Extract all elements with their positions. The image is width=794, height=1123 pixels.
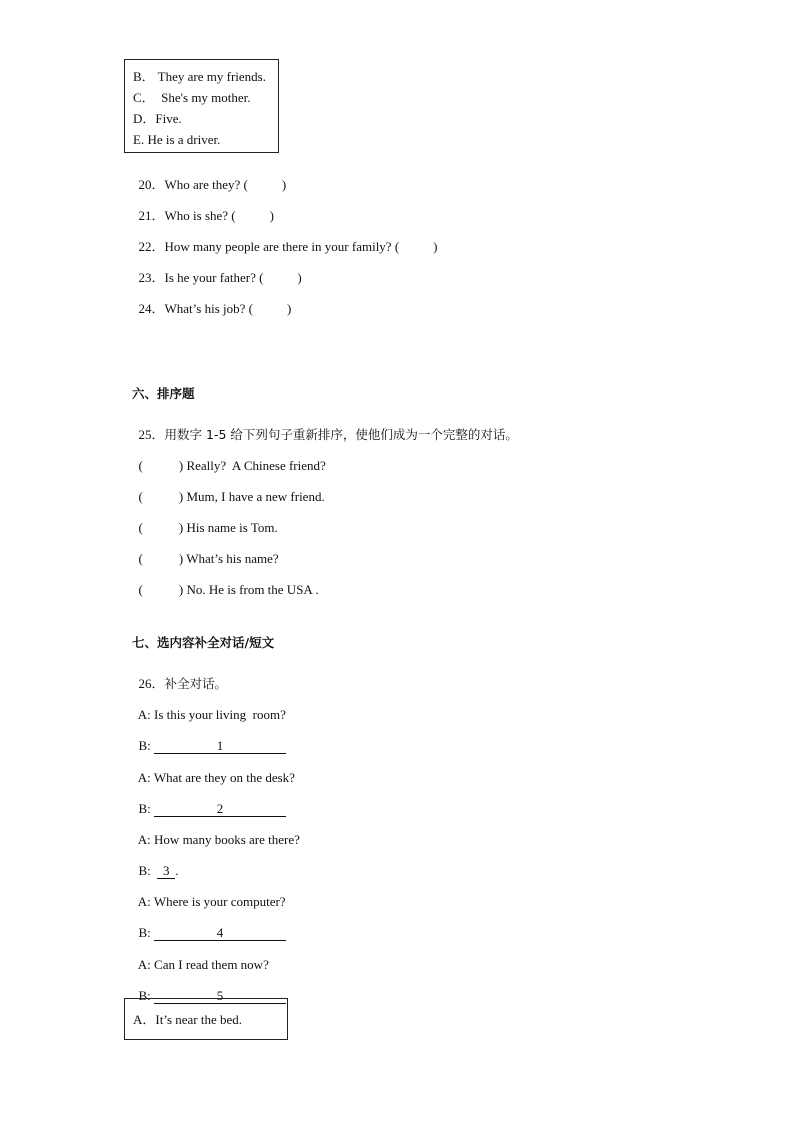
- question-text: What’s his job? (: [164, 301, 253, 316]
- question-text: Who is she? (: [164, 208, 236, 223]
- order-item-text: What’s his name?: [186, 551, 279, 566]
- answer-blank-3[interactable]: 3: [157, 864, 175, 879]
- speaker-label: A:: [137, 770, 151, 785]
- order-item-1: ( ) Really? A Chinese friend?: [138, 458, 326, 473]
- option-d: D．Five.: [133, 111, 182, 126]
- speaker-label: B:: [138, 863, 151, 878]
- section-6-heading: 六、排序题: [132, 386, 195, 401]
- answer-options-box: [124, 998, 288, 1040]
- option-e: E. He is a driver.: [133, 132, 221, 147]
- question-26-instruction: [132, 664, 227, 691]
- question-23: 23．Is he your father? ( ): [138, 270, 302, 285]
- dialogue-text: How many books are there?: [154, 832, 300, 847]
- dialogue-line-a1: [132, 695, 286, 721]
- speaker-label: B:: [138, 925, 151, 940]
- dialogue-text: Is this your living room?: [154, 707, 286, 722]
- question-22: 22．How many people are there in your family? ( ): [138, 239, 438, 254]
- order-item-2: ( ) Mum, I have a new friend.: [138, 489, 325, 504]
- dialogue-line-a2: [132, 758, 295, 784]
- option-b: B． They are my friends.: [133, 69, 266, 84]
- order-item-4: ( ) What’s his name?: [138, 551, 279, 566]
- dialogue-line-a4: [132, 882, 286, 908]
- dialogue-line-b2: [132, 789, 286, 817]
- option-c: C． She's my mother.: [133, 90, 251, 105]
- order-item-3: ( ) His name is Tom.: [138, 520, 278, 535]
- dialogue-line-a3: [132, 820, 300, 846]
- question-text: Is he your father? (: [164, 270, 264, 285]
- instruction-text: 补全对话。: [164, 676, 228, 691]
- question-number: 26．: [138, 676, 165, 691]
- match-options-box: [124, 59, 279, 153]
- dialogue-text: Can I read them now?: [154, 957, 269, 972]
- speaker-label: A:: [137, 707, 151, 722]
- question-text: How many people are there in your family? (: [164, 239, 400, 254]
- order-item-text: Mum, I have a new friend.: [186, 489, 325, 504]
- dialogue-line-a5: [132, 945, 269, 971]
- order-item-text: Really? A Chinese friend?: [186, 458, 326, 473]
- question-number: 24．: [138, 301, 165, 316]
- speaker-label: A:: [137, 832, 151, 847]
- order-item-text: No. He is from the USA .: [186, 582, 319, 597]
- dialogue-line-b3: B: 3 .: [138, 863, 179, 878]
- speaker-label: B:: [138, 801, 151, 816]
- section-7-heading: 七、选内容补全对话/短文: [132, 635, 275, 650]
- order-item-5: ( ) No. He is from the USA .: [138, 582, 319, 597]
- question-24: 24．What’s his job? ( ): [138, 301, 292, 316]
- answer-blank-1[interactable]: 1: [154, 739, 286, 754]
- speaker-label: B:: [138, 988, 151, 1003]
- question-20: 20．Who are they? ( ): [138, 177, 287, 192]
- answer-blank-5[interactable]: 5: [154, 989, 286, 1004]
- speaker-label: B:: [138, 738, 151, 753]
- question-21: 21．Who is she? ( ): [138, 208, 274, 223]
- speaker-label: A:: [137, 894, 151, 909]
- question-number: 21．: [138, 208, 165, 223]
- speaker-label: A:: [137, 957, 151, 972]
- answer-blank-4[interactable]: 4: [154, 926, 286, 941]
- answer-blank-2[interactable]: 2: [154, 802, 286, 817]
- dialogue-text: What are they on the desk?: [153, 770, 295, 785]
- instruction-text: 用数字 1-5 给下列句子重新排序，使他们成为一个完整的对话。: [164, 427, 518, 442]
- question-number: 22．: [138, 239, 165, 254]
- question-25-instruction: [132, 415, 518, 442]
- dialogue-line-b1: [132, 726, 286, 754]
- question-number: 20．: [138, 177, 165, 192]
- question-text: Who are they? (: [164, 177, 248, 192]
- question-number: 23．: [138, 270, 165, 285]
- dialogue-line-b4: [132, 913, 286, 941]
- question-number: 25．: [138, 427, 165, 442]
- answer-option-a: A．It’s near the bed.: [133, 1012, 243, 1027]
- dialogue-text: Where is your computer?: [153, 894, 286, 909]
- order-item-text: His name is Tom.: [186, 520, 278, 535]
